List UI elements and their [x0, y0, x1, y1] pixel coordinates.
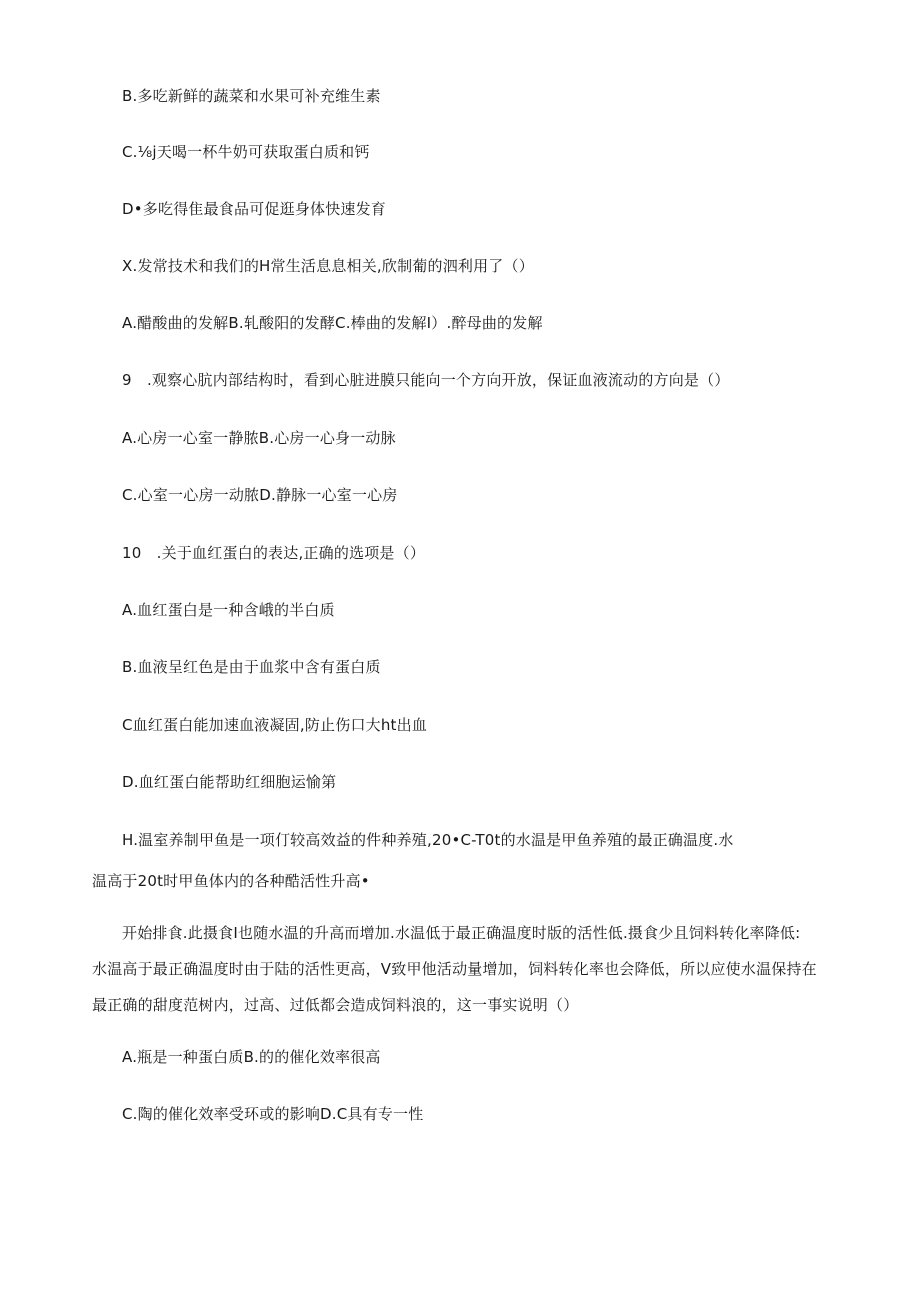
option-line: A.醋酸曲的发解B.轧酸阳的发酵C.棒曲的发解I）.醉母曲的发解 [122, 314, 543, 332]
option-line: C.陶的催化效率受环或的影响D.C具有专一性 [122, 1105, 424, 1123]
question-line: 温高于20t时甲鱼体内的各种酷活性升高• [92, 872, 370, 890]
question-line: X.发常技术和我们的H常生活息息相关,欣制葡的泗利用了（） [122, 257, 534, 275]
option-line: A.心房一心室一静脓B.心房一心身一动脉 [122, 429, 396, 447]
option-line: A.瓶是一种蛋白质B.的的催化效率很高 [122, 1048, 381, 1066]
option-line: B.血液呈红色是由于血浆中含有蛋白质 [122, 658, 381, 676]
option-line: D.血红蛋白能帮助红细胞运愉第 [122, 773, 337, 791]
question-line: 10 .关于血红蛋白的表达,正确的选项是（） [122, 544, 426, 562]
option-line: A.血红蛋白是一种含峨的半白质 [122, 601, 335, 619]
question-line: H.温室养制甲鱼是一项仃较高效益的件种养殖,20•C-T0t的水温是甲鱼养殖的最正确温度.水 [122, 831, 734, 849]
paragraph-line: 最正确的甜度范树内，过高、过低都会造成饲料浪的，这一事实说明（） [92, 996, 579, 1014]
question-line: 9 .观察心肮内部结构时，看到心脏进膜只能向一个方向开放，保证血液流动的方向是（） [122, 371, 730, 389]
option-line: C.⅛j天喝一杯牛奶可获取蛋白质和钙 [122, 143, 370, 161]
option-line: B.多吃新鲜的蔬菜和水果可补充维生素 [122, 87, 381, 105]
option-line: C.心室一心房一动脓D.静脉一心室一心房 [122, 486, 398, 504]
option-line: C血红蛋白能加速血液凝固,防止伤口大ht出血 [122, 716, 428, 734]
paragraph-line: 水温高于最正确温度时由于陆的活性更高，V致甲他活动量增加，饲料转化率也会降低，所以应使水温保持在 [92, 960, 817, 978]
option-line: D•多吃得隹最食品可促逛身体快速发育 [122, 200, 386, 218]
paragraph-line: 开始排食.此摄食I也随水温的升高而增加.水温低于最正确温度时版的活性低.摄食少且饲料转化率降低: [122, 924, 801, 942]
